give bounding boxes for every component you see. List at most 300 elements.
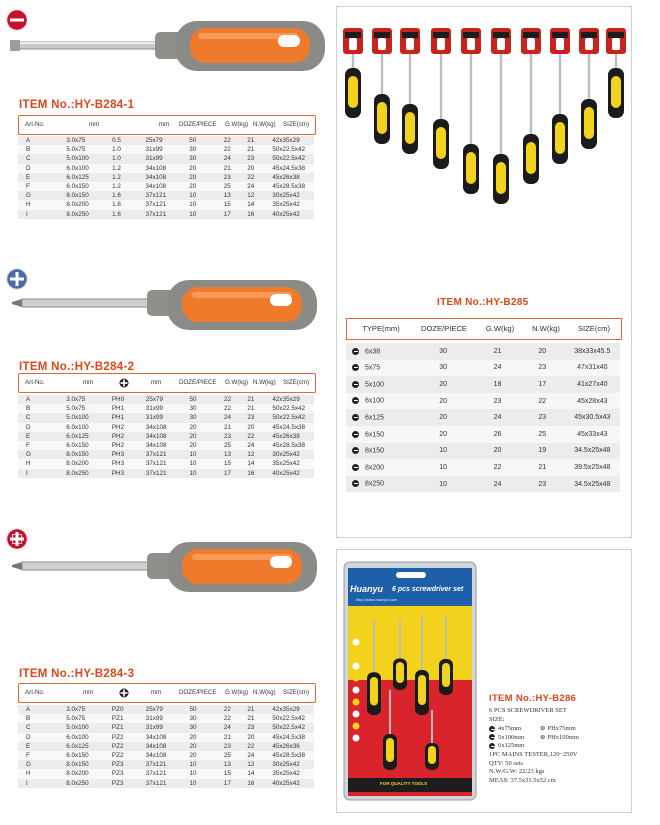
table-cell: 22	[224, 145, 248, 154]
table-cell: 10	[190, 469, 224, 478]
col-doze: DOZE/PIECE	[179, 121, 217, 128]
table-cell: 50x22.5x42	[272, 714, 314, 723]
table-cell: E	[18, 173, 66, 182]
table-cell: 8.0x250	[66, 469, 112, 478]
table-cell: 0.5	[112, 136, 145, 145]
phillips-bullet-icon: ⊕	[540, 725, 546, 732]
table-cell: 10	[411, 459, 475, 476]
table-cell: PZ1	[112, 723, 146, 732]
table-cell: 17	[224, 469, 247, 478]
table-cell: C	[18, 723, 66, 732]
col-mm1: mm	[89, 121, 100, 128]
table-cell: 6.0x150	[66, 751, 112, 760]
table-row	[18, 742, 314, 751]
table-cell: 34x108	[146, 751, 190, 760]
slotted-bullet-icon	[352, 348, 359, 355]
table-cell: 14	[247, 200, 272, 209]
table-cell: 30x25x42	[272, 760, 314, 769]
table-cell: 22	[475, 459, 520, 476]
table-cell: 21	[247, 404, 272, 413]
table-cell: 39.5x25x48	[565, 459, 620, 476]
table-cell: 45x24.5x38	[272, 423, 314, 432]
slotted-bullet-icon	[489, 726, 495, 732]
table-cell: 20	[247, 164, 272, 173]
table-cell: 1.2	[112, 164, 145, 173]
table-cell: D	[18, 423, 66, 432]
table-cell: 19	[520, 443, 565, 460]
table-row	[18, 760, 314, 769]
table-cell: 6.0x100	[66, 733, 112, 742]
table-cell: 20	[189, 173, 224, 182]
table-cell: H	[18, 459, 66, 468]
table-cell: 34x108	[146, 432, 190, 441]
table-cell: 35x25x42	[272, 459, 314, 468]
table-cell: 5.0x75	[66, 404, 112, 413]
table-cell: 22	[520, 393, 565, 410]
table-cell: 50	[190, 395, 224, 404]
table-row	[18, 779, 314, 788]
table-cell: 37x121	[146, 779, 190, 788]
table-cell: 41x27x40	[565, 376, 620, 393]
b286-sizes-left	[489, 725, 524, 751]
table-cell: 24	[247, 441, 272, 450]
spec-table-b284-2	[18, 395, 314, 478]
table-cell: PH2	[112, 441, 146, 450]
table-cell: 1.2	[112, 182, 145, 191]
table-cell: B	[18, 145, 66, 154]
table-cell: 18	[475, 376, 520, 393]
col-size: SIZE(cm)	[283, 121, 310, 128]
table-cell: 42x35x29	[272, 136, 314, 145]
table-cell: 35x25x42	[272, 200, 314, 209]
table-cell: 1.6	[112, 210, 145, 219]
table-cell: 42x35x29	[272, 705, 314, 714]
table-cell: 21	[247, 714, 272, 723]
table-cell: 24	[247, 182, 272, 191]
size-item: 6x125mm	[489, 742, 524, 751]
item-title-b284-3: ITEM No.:HY-B284-3	[19, 668, 135, 680]
table-cell: 16	[247, 210, 272, 219]
table-cell: 26	[475, 426, 520, 443]
pozidriv-small-icon	[119, 688, 129, 698]
table-cell: 45x28x43	[565, 393, 620, 410]
table-cell: 3.0x75	[66, 136, 112, 145]
table-cell: 20	[189, 751, 223, 760]
table-cell: 21	[247, 136, 272, 145]
table-cell: E	[18, 432, 66, 441]
table-cell: 34x108	[145, 164, 189, 173]
table-cell: 40x25x42	[272, 210, 314, 219]
table-cell: 20	[189, 742, 223, 751]
table-cell: A	[18, 705, 66, 714]
table-cell: 30	[189, 154, 224, 163]
slotted-bullet-icon	[352, 480, 359, 487]
screwdriver-image-pozidriv	[12, 540, 332, 600]
table-cell: 23	[247, 154, 272, 163]
table-cell: 23	[520, 476, 565, 493]
slotted-bullet-icon	[352, 431, 359, 438]
table-cell: 31x99	[146, 413, 190, 422]
table-row	[18, 469, 314, 478]
table-cell: 37x121	[146, 459, 190, 468]
table-cell: C	[18, 154, 66, 163]
table-cell: 23	[224, 742, 247, 751]
table-cell: 13	[224, 191, 248, 200]
table-row	[18, 136, 314, 145]
table-cell: A	[18, 395, 66, 404]
table-cell: 22	[224, 714, 247, 723]
table-cell: 13	[224, 760, 247, 769]
package-footer: FOR QUALITY TOOLS	[380, 781, 428, 786]
table-cell: 25	[520, 426, 565, 443]
table-cell: 50x22.5x42	[272, 404, 314, 413]
table-cell: 20	[475, 443, 520, 460]
table-cell: 22	[224, 136, 248, 145]
table-cell: 10	[411, 476, 475, 493]
table-cell: 1.2	[112, 173, 145, 182]
table-row	[18, 164, 314, 173]
table-cell: I	[18, 779, 66, 788]
table-row	[18, 173, 314, 182]
phillips-small-icon	[119, 378, 129, 388]
table-cell: 45x26x36	[272, 742, 314, 751]
table-cell: F	[18, 182, 66, 191]
table-cell: 8.0x150	[66, 450, 112, 459]
b286-specs: 1PC MAINS TESTER,120~250V QTY: 50 sets N.W/G.W: 22/23 kgs MEAS: 37.5x31.5x52 cm	[489, 751, 578, 784]
table-cell: 25	[224, 441, 247, 450]
table-cell: 8.0x200	[66, 200, 112, 209]
table-cell: 22	[247, 173, 272, 182]
table-cell: 22	[247, 432, 272, 441]
size-item: ⊕ PHx75mm	[540, 725, 576, 732]
table-cell: 21	[224, 423, 247, 432]
table-cell: 23	[247, 723, 272, 732]
table-cell: 50x22.5x42	[272, 145, 314, 154]
table-cell: 20	[190, 432, 224, 441]
slotted-bullet-icon	[352, 381, 359, 388]
table-cell: I	[18, 210, 66, 219]
table-cell: C	[18, 413, 66, 422]
table-row	[18, 714, 314, 723]
table-cell: 10	[411, 443, 475, 460]
table-cell: 6x100	[346, 393, 411, 410]
table-row	[346, 360, 620, 377]
table-cell: 21	[247, 395, 272, 404]
table-cell: 24	[224, 723, 247, 732]
table-cell: PZ3	[112, 769, 146, 778]
table-cell: 20	[520, 343, 565, 360]
table-cell: 1.0	[112, 145, 145, 154]
table-cell: 5.0x75	[66, 714, 112, 723]
table-cell: 37x121	[145, 191, 189, 200]
package-url: http://www.huanyu.com	[356, 597, 398, 602]
phillips-bullet-icon: ⊕	[540, 733, 546, 741]
table-cell: 8.0x250	[66, 779, 112, 788]
spec-table-b284-3	[18, 705, 314, 788]
table-cell: D	[18, 733, 66, 742]
table-cell: PZ1	[112, 714, 146, 723]
table-cell: 20	[247, 733, 272, 742]
col-art-no: Art-No.	[25, 121, 45, 128]
table-cell: 6x150	[346, 426, 411, 443]
table-cell: 20	[189, 182, 224, 191]
table-row	[18, 404, 314, 413]
table-cell: 10	[189, 760, 223, 769]
table-cell: 37x121	[145, 200, 189, 209]
table-cell: 25x79	[145, 136, 189, 145]
table-row	[346, 476, 620, 493]
table-cell: 16	[247, 469, 272, 478]
table-cell: 31x99	[146, 404, 190, 413]
table-row	[18, 769, 314, 778]
table-cell: PH1	[112, 413, 146, 422]
table-cell: 47x31x40	[565, 360, 620, 377]
table-cell: 35x25x42	[272, 769, 314, 778]
table-cell: 6x38	[346, 343, 411, 360]
table-cell: 50x22.5x42	[272, 413, 314, 422]
table-cell: 30	[190, 413, 224, 422]
table-cell: 45x26x38	[272, 173, 314, 182]
slotted-bullet-icon	[352, 364, 359, 371]
table-row	[18, 200, 314, 209]
table-cell: 8.0x200	[66, 459, 112, 468]
item-title-b286: ITEM No.:HY-B286	[489, 693, 577, 704]
table-cell: 20	[411, 393, 475, 410]
table-row	[18, 145, 314, 154]
table-cell: 21	[247, 145, 272, 154]
table-cell: 22	[224, 395, 247, 404]
table-cell: 3.0x75	[66, 395, 112, 404]
table-cell: 5x75	[346, 360, 411, 377]
table-cell: 50	[189, 136, 224, 145]
table-row	[18, 423, 314, 432]
table-cell: 24	[475, 476, 520, 493]
table-cell: 30	[189, 723, 223, 732]
table-cell: 31x99	[146, 723, 190, 732]
table-cell: 17	[224, 210, 248, 219]
table-cell: 37x121	[146, 769, 190, 778]
table-cell: 23	[224, 173, 248, 182]
screwdriver-set-photo-b285	[338, 8, 628, 248]
slotted-bullet-icon	[352, 397, 359, 404]
table-row	[18, 705, 314, 714]
table-cell: 45x30.5x43	[565, 409, 620, 426]
package-brand: Huanyu	[350, 584, 384, 594]
table-cell: 23	[520, 360, 565, 377]
table-cell: 5.0x100	[66, 413, 112, 422]
table-cell: 21	[224, 164, 248, 173]
table-cell: 50	[189, 705, 223, 714]
table-row	[346, 409, 620, 426]
table-cell: PH2	[112, 423, 146, 432]
table-cell: 14	[247, 769, 272, 778]
table-cell: 37x121	[146, 469, 190, 478]
table-row	[18, 395, 314, 404]
table-cell: G	[18, 760, 66, 769]
table-cell: 50x22.5x42	[272, 723, 314, 732]
table-cell: 12	[247, 760, 272, 769]
table-cell: 24	[247, 751, 272, 760]
table-cell: 34.5x25x48	[565, 443, 620, 460]
table-header-b284-1	[18, 115, 316, 135]
table-row	[18, 723, 314, 732]
table-row	[18, 413, 314, 422]
slotted-bullet-icon	[489, 734, 495, 740]
item-title-b285: ITEM No.:HY-B285	[437, 297, 529, 308]
table-row	[346, 343, 620, 360]
table-row	[346, 376, 620, 393]
table-cell: E	[18, 742, 66, 751]
table-cell: 8x150	[346, 443, 411, 460]
table-cell: 31x99	[145, 145, 189, 154]
table-row	[346, 426, 620, 443]
table-cell: 14	[247, 459, 272, 468]
table-cell: PZ0	[112, 705, 146, 714]
table-cell: 6.0x125	[66, 742, 112, 751]
table-cell: 30	[189, 145, 224, 154]
table-header-b285: TYPE(mm) DOZE/PIECE G.W(kg) N.W(kg) SIZE(cm)	[346, 318, 622, 340]
table-cell: 30	[411, 360, 475, 377]
table-cell: PZ3	[112, 760, 146, 769]
table-cell: 31x99	[146, 714, 190, 723]
item-title-b284-2: ITEM No.:HY-B284-2	[19, 361, 135, 373]
table-cell: 6.0x150	[66, 441, 112, 450]
table-cell: 10	[190, 459, 224, 468]
table-cell: 8.0x150	[66, 760, 112, 769]
table-cell: H	[18, 769, 66, 778]
table-row	[346, 393, 620, 410]
table-cell: G	[18, 450, 66, 459]
size-item: 4x75mm	[489, 725, 524, 734]
table-row	[18, 450, 314, 459]
table-cell: 21	[247, 705, 272, 714]
table-cell: 6.0x125	[66, 173, 112, 182]
table-cell: 24	[475, 409, 520, 426]
table-cell: 20	[189, 733, 223, 742]
table-cell: 25x79	[146, 395, 190, 404]
table-cell: 30	[189, 714, 223, 723]
table-row	[18, 733, 314, 742]
col-gw: G.W(kg)	[225, 121, 249, 128]
table-cell: 34x108	[146, 733, 190, 742]
slotted-bullet-icon	[352, 414, 359, 421]
table-cell: 21	[224, 733, 247, 742]
table-cell: 38x33x45.5	[565, 343, 620, 360]
table-cell: 30	[190, 404, 224, 413]
table-row	[18, 182, 314, 191]
table-cell: D	[18, 164, 66, 173]
table-cell: PZ2	[112, 733, 146, 742]
table-cell: PH3	[112, 459, 146, 468]
table-cell: PH3	[112, 450, 146, 459]
table-cell: PH1	[112, 404, 146, 413]
table-cell: 12	[247, 450, 272, 459]
table-cell: PZ2	[112, 751, 146, 760]
table-cell: 24	[224, 154, 248, 163]
table-cell: 15	[224, 459, 247, 468]
b286-description: 6 PCS SCREWDRIVER SET SIZE:	[489, 707, 567, 723]
table-cell: 45x28.5x38	[272, 182, 314, 191]
table-cell: 24	[224, 413, 247, 422]
table-cell: 34x108	[145, 173, 189, 182]
table-cell: 24	[475, 360, 520, 377]
table-cell: 10	[190, 450, 224, 459]
slotted-bullet-icon	[489, 743, 495, 749]
table-cell: 34.5x25x48	[565, 476, 620, 493]
table-cell: 45x24.5x38	[272, 164, 314, 173]
table-cell: 5.0x100	[66, 154, 112, 163]
table-cell: PZ2	[112, 742, 146, 751]
table-cell: 20	[189, 164, 224, 173]
table-header-b284-3: Art-No. mm mm DOZE/PIECE G.W(kg) N.W(kg) SIZE(cm)	[18, 683, 316, 703]
table-cell: 37x121	[146, 450, 190, 459]
table-cell: 34x108	[146, 441, 190, 450]
table-cell: B	[18, 714, 66, 723]
table-cell: 42x35x29	[272, 395, 314, 404]
table-cell: 50x22.5x42	[272, 154, 314, 163]
table-row	[18, 751, 314, 760]
size-item: ⊕ PHx100mm	[540, 733, 579, 741]
table-cell: 31x99	[145, 154, 189, 163]
table-cell: 1.6	[112, 200, 145, 209]
table-cell: 45x28.5x38	[272, 441, 314, 450]
table-cell: 6.0x150	[66, 182, 112, 191]
table-cell: 16	[247, 779, 272, 788]
table-row	[18, 191, 314, 200]
table-cell: 6.0x125	[66, 432, 112, 441]
table-cell: F	[18, 441, 66, 450]
table-cell: 15	[224, 769, 247, 778]
table-cell: 25	[224, 751, 247, 760]
spec-table-b285	[346, 343, 620, 492]
spec-table-b284-1	[18, 136, 314, 219]
table-cell: 37x121	[145, 210, 189, 219]
table-cell: 25	[224, 182, 248, 191]
col-mm2: mm	[159, 121, 170, 128]
col-nw: N.W(kg)	[253, 121, 276, 128]
table-cell: 5.0x75	[66, 145, 112, 154]
table-cell: 45x26x38	[272, 432, 314, 441]
table-cell: 34x108	[146, 423, 190, 432]
table-cell: 23	[520, 409, 565, 426]
table-cell: 1.0	[112, 154, 145, 163]
table-cell: 30x25x42	[272, 450, 314, 459]
table-cell: 40x25x42	[272, 779, 314, 788]
table-cell: 6x125	[346, 409, 411, 426]
table-cell: 10	[189, 779, 223, 788]
table-cell: 5x100	[346, 376, 411, 393]
table-cell: 34x108	[146, 742, 190, 751]
table-cell: PH0	[112, 395, 146, 404]
table-cell: 40x25x42	[272, 469, 314, 478]
slotted-bullet-icon	[352, 464, 359, 471]
table-cell: 23	[475, 393, 520, 410]
table-cell: 34x108	[145, 182, 189, 191]
table-cell: 20	[411, 409, 475, 426]
table-cell: PH3	[112, 469, 146, 478]
table-cell: 21	[475, 343, 520, 360]
size-item: 5x100mm	[489, 734, 524, 743]
table-row	[18, 154, 314, 163]
table-row	[18, 441, 314, 450]
table-cell: 17	[520, 376, 565, 393]
table-cell: 30	[411, 343, 475, 360]
table-cell: 8x250	[346, 476, 411, 493]
table-cell: 20	[190, 441, 224, 450]
table-cell: 6.0x100	[66, 423, 112, 432]
table-row	[18, 210, 314, 219]
table-row	[346, 459, 620, 476]
